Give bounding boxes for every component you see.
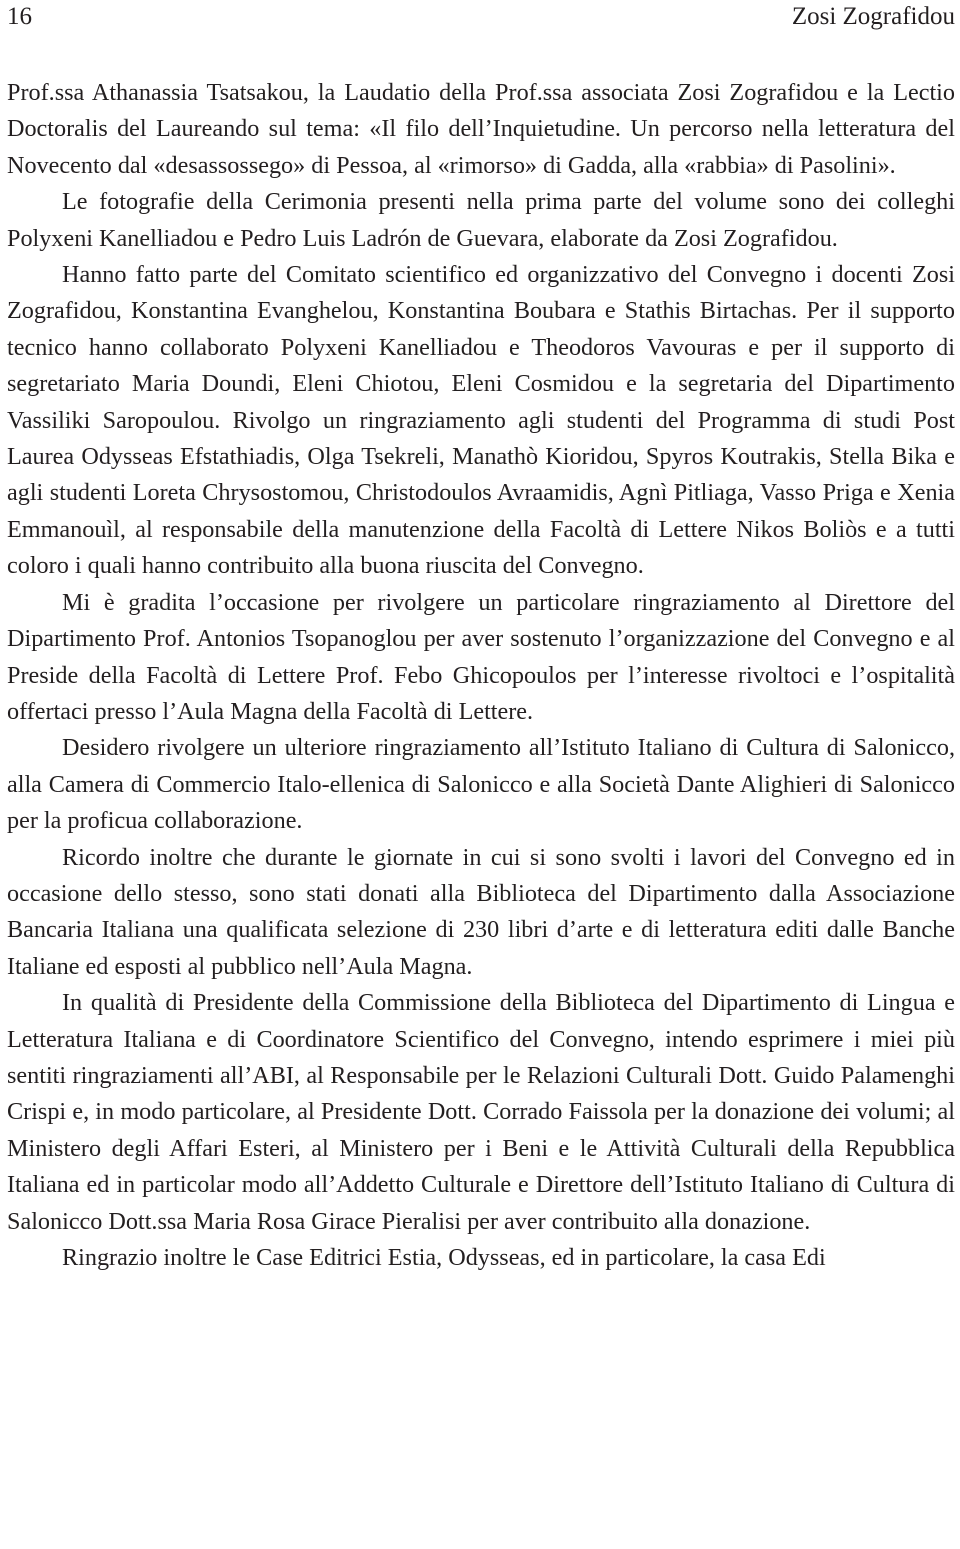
- paragraph: Ringrazio inoltre le Case Editrici Estia, Odysseas, ed in particolare, la casa Edi: [62, 1244, 826, 1271]
- paragraph: Mi è gradita l’occasione per rivolgere un particolare ringraziamento al Direttore del Dipartimento Prof. Antonios Tsopanoglou per aver sostenuto l’organizzazione del Convegno e al Preside della Facoltà di Lettere Prof. Febo Ghicopoulos per l’interesse rivoltoci e l’ospitalità offertaci presso l’Aula Magna della Facoltà di Lettere.: [7, 588, 955, 725]
- running-title: Zosi Zografidou: [791, 3, 955, 30]
- body-text: [7, 75, 955, 1276]
- paragraph: Desidero rivolgere un ulteriore ringraziamento all’Istituto Italiano di Cultura di Salonicco, alla Camera di Commercio Italo-ellenica di Salonicco e alla Società Dante Alighieri di Salonicco per la proficua collaborazione.: [7, 734, 955, 835]
- paragraph: Le fotografie della Cerimonia presenti nella prima parte del volume sono dei colleghi Polyxeni Kanelliadou e Pedro Luis Ladrón de Guevara, elaborate da Zosi Zografidou.: [7, 188, 955, 252]
- paragraph: In qualità di Presidente della Commissione della Biblioteca del Dipartimento di Lingua e Letteratura Italiana e di Coordinatore Scientifico del Convegno, intendo esprimere i miei più sentiti ringraziamenti all’ABI, al Responsabile per le Relazioni Culturali Dott. Guido Palamenghi Crispi e, in modo particolare, al Presidente Dott. Corrado Faissola per la donazione dei volumi; al Ministero degli Affari Esteri, al Ministero per i Beni e le Attività Culturali della Repubblica Italiana ed in particolar modo all’Addetto Culturale e Direttore dell’Istituto Italiano di Cultura di Salonicco Dott.ssa Maria Rosa Girace Pieralisi per aver contribuito alla donazione.: [7, 989, 955, 1235]
- paragraph-continued: Prof.ssa Athanassia Tsatsakou, la Laudatio della Prof.ssa associata Zosi Zografidou e la Lectio Doctoralis del Laureando sul tema: «Il filo dell’Inquietudine. Un percorso nella letteratura del Novecento dal «desassossego» di Pessoa, al «rimorso» di Gadda, alla «rabbia» di Pasolini».: [7, 79, 955, 179]
- page-number: 16: [7, 3, 32, 30]
- running-head: [7, 0, 955, 42]
- page: [7, 0, 955, 1276]
- paragraph: Hanno fatto parte del Comitato scientifico ed organizzativo del Convegno i docenti Zosi Zografidou, Konstantina Evanghelou, Konstantina Boubara e Stathis Birtachas. Per il supporto tecnico hanno collaborato Polyxeni Kanelliadou e Theodoros Vavouras e per il supporto di segretariato Maria Doundi, Eleni Chiotou, Eleni Cosmidou e la segretaria del Dipartimento Vassiliki Saropoulou. Rivolgo un ringraziamento agli studenti del Programma di studi Post Laurea Odysseas Efstathiadis, Olga Tsekreli, Manathò Kioridou, Spyros Koutrakis, Stella Bika e agli studenti Loreta Chrysostomou, Christodoulos Avraamidis, Agnì Pitliaga, Vasso Priga e Xenia Emmanouìl, al responsabile della manutenzione della Facoltà di Lettere Nikos Boliòs e a tutti coloro i quali hanno contribuito alla buona riuscita del Convegno.: [7, 261, 955, 580]
- paragraph: Ricordo inoltre che durante le giornate in cui si sono svolti i lavori del Convegno ed in occasione dello stesso, sono stati donati alla Biblioteca del Dipartimento dalla Associazione Bancaria Italiana una qualificata selezione di 230 libri d’arte e di letteratura editi dalle Banche Italiane ed esposti al pubblico nell’Aula Magna.: [7, 843, 955, 980]
